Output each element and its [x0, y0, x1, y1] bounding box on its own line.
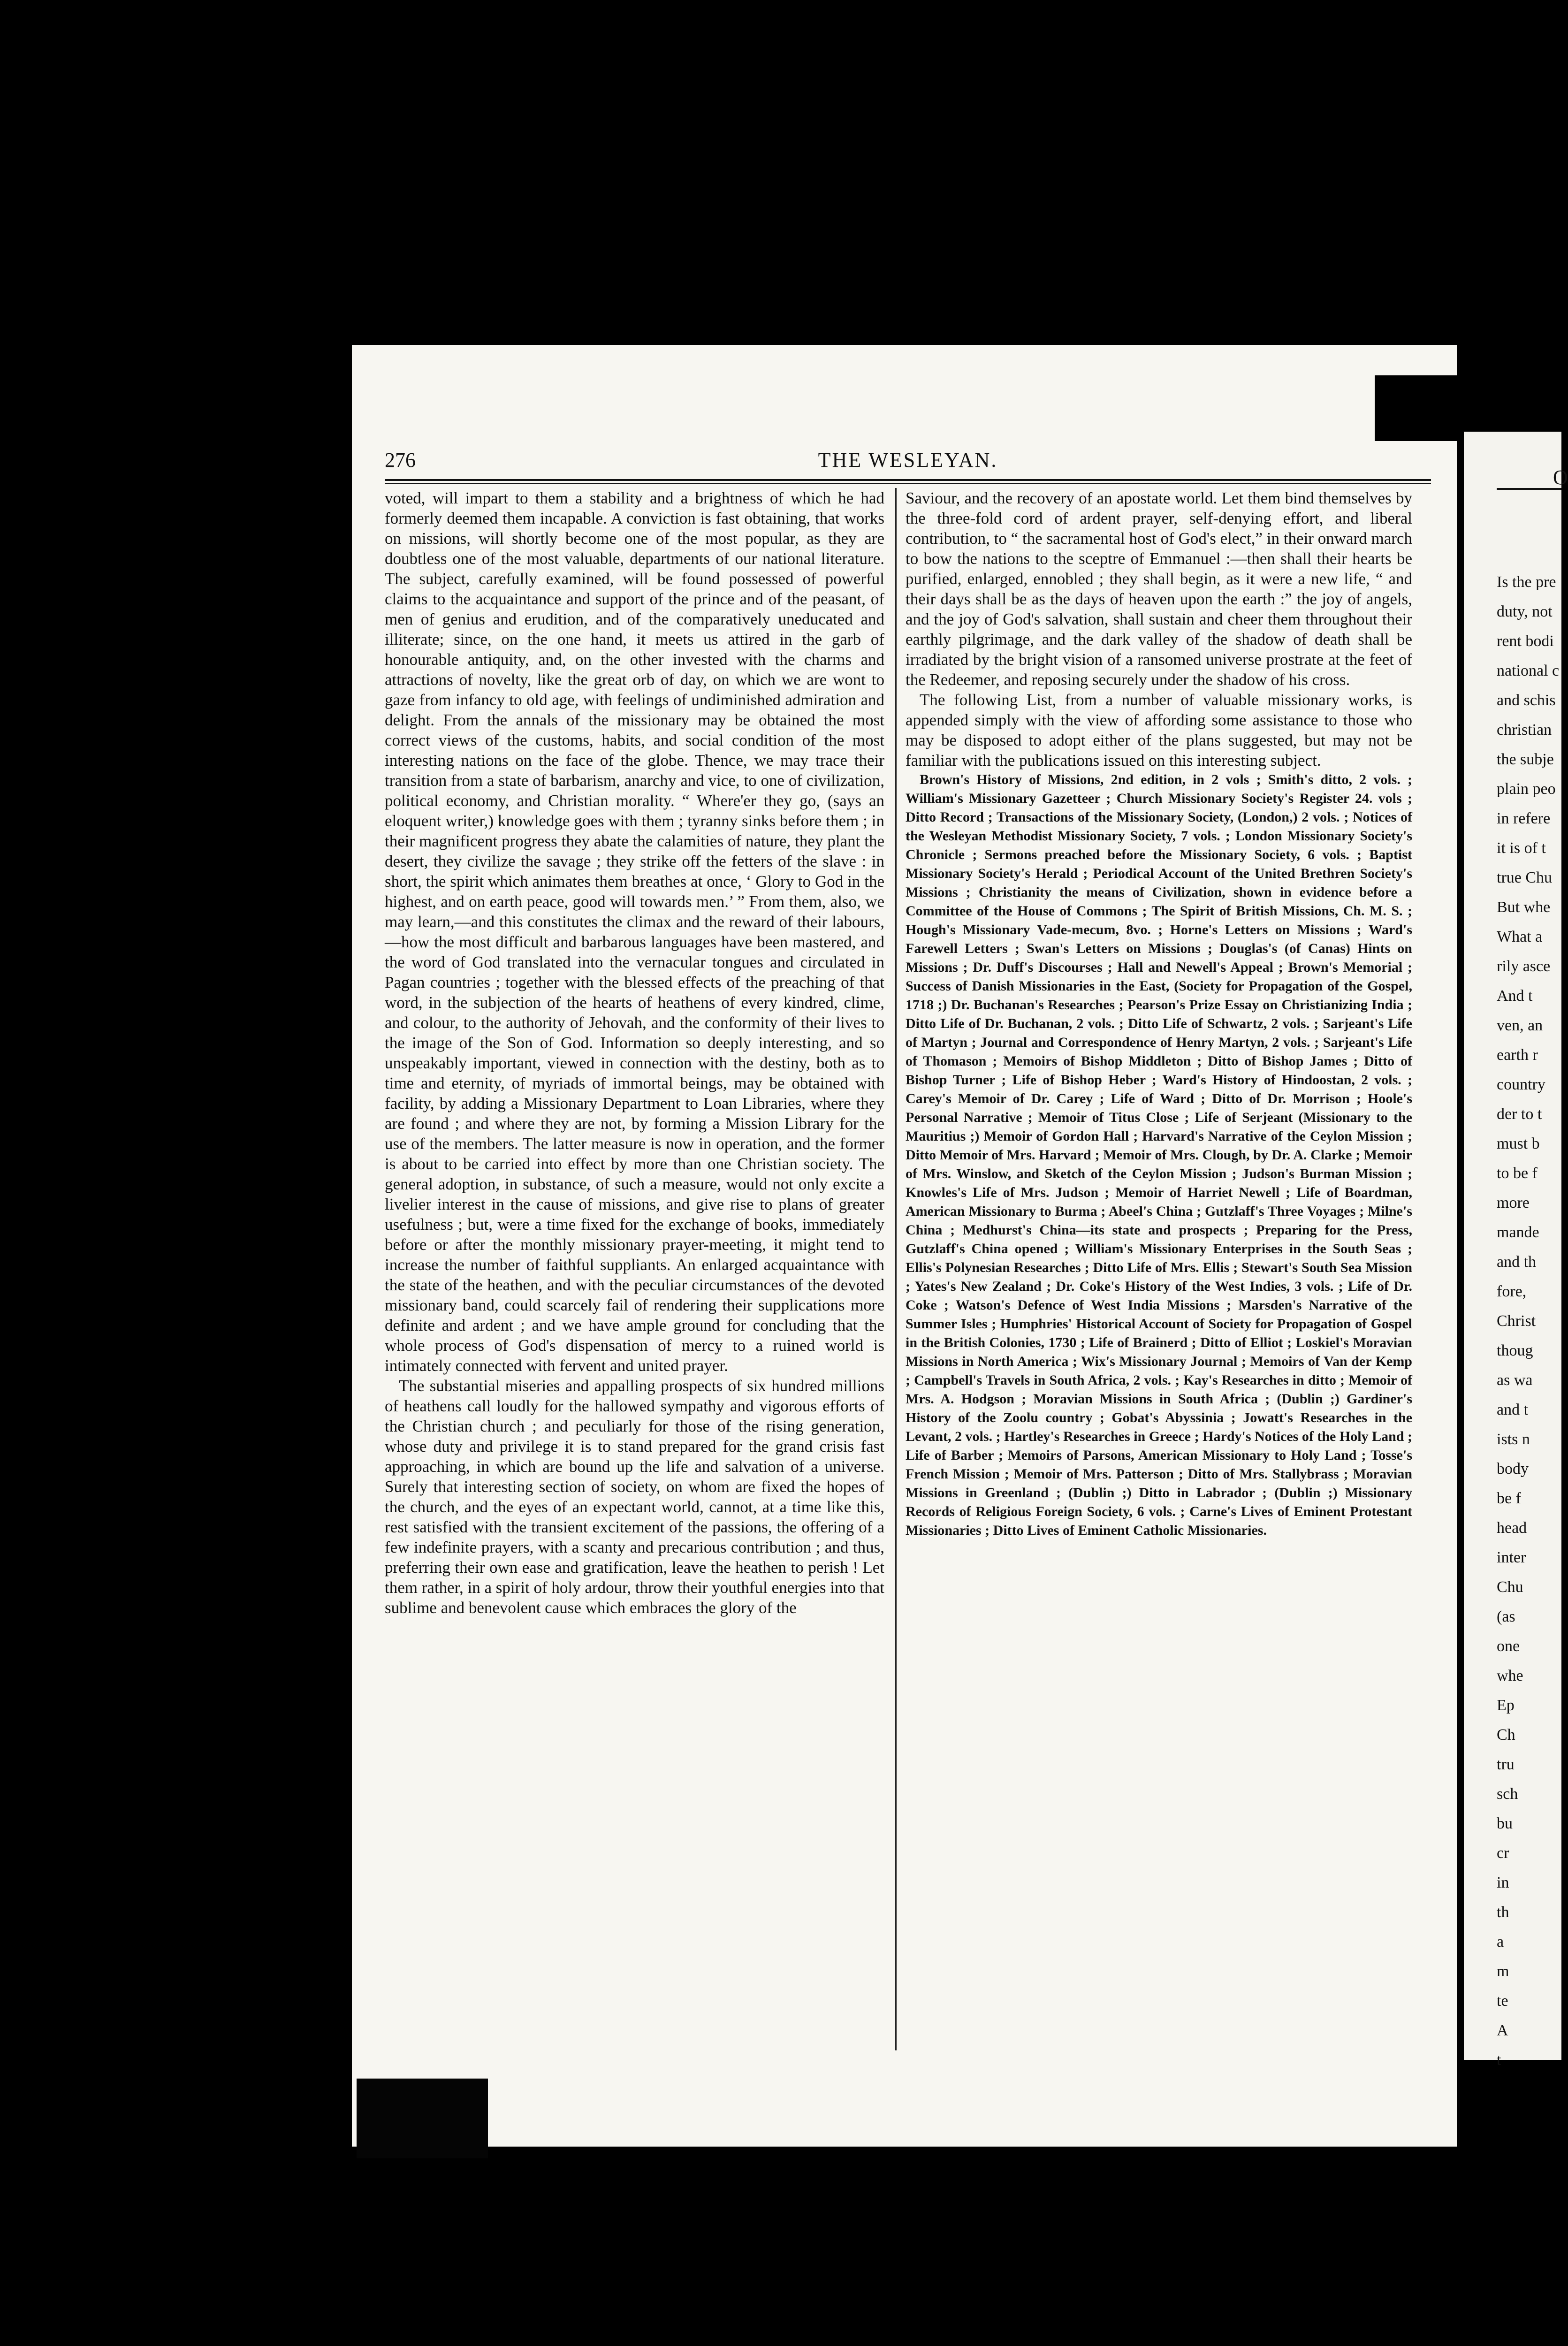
left-column — [385, 488, 884, 1618]
adjacent-page-line: national c — [1497, 662, 1560, 679]
adjacent-page-line: Chu — [1497, 1578, 1523, 1596]
adjacent-page-line: ven, an — [1497, 1017, 1543, 1034]
column-divider — [895, 488, 897, 2050]
adjacent-page-line: cr — [1497, 1844, 1509, 1862]
adjacent-page — [1464, 432, 1568, 2069]
adjacent-page-line: earth r — [1497, 1046, 1538, 1064]
adjacent-page-line: body — [1497, 1460, 1529, 1478]
adjacent-page-line: as wa — [1497, 1371, 1533, 1389]
newspaper-page — [352, 345, 1457, 2147]
adjacent-page-line: sch — [1497, 1785, 1518, 1803]
columns — [385, 488, 1431, 2083]
adjacent-page-line: But whe — [1497, 899, 1551, 916]
adjacent-page-line: a — [1497, 1933, 1504, 1950]
adjacent-page-line: bu — [1497, 1815, 1513, 1832]
page-content — [385, 448, 1431, 2083]
adjacent-page-line: in — [1497, 1874, 1509, 1891]
adjacent-page-line: in refere — [1497, 810, 1551, 827]
adjacent-page-line: country — [1497, 1076, 1545, 1093]
scan-blemish — [357, 2079, 488, 2158]
adjacent-page-line: rily asce — [1497, 958, 1551, 975]
adjacent-page-line: it is of t — [1497, 839, 1546, 857]
adjacent-page-line: m — [1497, 1963, 1509, 1980]
adjacent-page-line: be f — [1497, 1490, 1521, 1507]
adjacent-page-rule — [1497, 488, 1561, 490]
adjacent-page-line: and th — [1497, 1253, 1537, 1271]
adjacent-page-line: mande — [1497, 1224, 1539, 1241]
adjacent-page-line: Christ — [1497, 1312, 1536, 1330]
adjacent-page-line: rent bodi — [1497, 632, 1554, 650]
adjacent-page-line: plain peo — [1497, 780, 1556, 798]
adjacent-page-line: must b — [1497, 1135, 1540, 1152]
adjacent-page-line: th — [1497, 1904, 1509, 1921]
adjacent-page-line: and schis — [1497, 692, 1556, 709]
adjacent-page-line: one — [1497, 1638, 1520, 1655]
adjacent-page-line: and t — [1497, 1401, 1529, 1418]
book-list: Brown's History of Missions, 2nd edition, in 2 vols ; Smith's ditto, 2 vols. ; William's Missionary Gazetteer ; Church Missionary Society's Register 24. vols ; Ditto Record ; Transactions of the Missionary Society, (London,) 2 vols. ; Notices of the Wesleyan Methodist Missionary Society, 7 vols. ; London Missionary Society's Chronicle ; Sermons preached before the Missionary Society, 6 vols. ; Baptist Missionary Society's Herald ; Periodical Account of the United Brethren Society's Missions ; Christianity the means of Civilization, shown in evidence before a Committee of the House of Commons ; The Spirit of British Missions, Ch. M. S. ; Hough's Missionary Vade-mecum, 8vo. ; Horne's Letters on Missions ; Ward's Farewell Letters ; Swan's Letters on Missions ; Douglas's (of Canas) Hints on Missions ; Dr. Duff's Discourses ; Hall and Newell's Appeal ; Brown's Memorial ; Success of Danish Missionaries in the East, (Society for Propagation of the Gospel, 1718 ;) Dr. Buchanan's Researches ; Pearson's Prize Essay on Christianizing India ; Ditto Life of Dr. Buchanan, 2 vols. ; Ditto Life of Schwartz, 2 vols. ; Sarjeant's Life of Martyn ; Journal and Correspondence of Henry Martyn, 2 vols. ; Sarjeant's Life of Thomason ; Memoirs of Bishop Middleton ; Ditto of Bishop James ; Ditto of Bishop Turner ; Life of Bishop Heber ; Ward's History of Hindoostan, 2 vols. ; Carey's Memoir of Dr. Carey ; Life of Ward ; Ditto of Dr. Morrison ; Hoole's Personal Narrative ; Memoir of Titus Close ; Life of Serjeant (Missionary to the Mauritius ;) Memoir of Gordon Hall ; Harvard's Narrative of the Ceylon Mission ; Ditto Memoir of Mrs. Harvard ; Memoir of Mrs. Clough, by Dr. A. Clarke ; Memoir of Mrs. Winslow, and Sketch of the Ceylon Mission ; Judson's Burman Mission ; Knowles's Life of Mrs. Judson ; Memoir of Harriet Newell ; Life of Boardman, American Missionary to Burma ; Abeel's China ; Gutzlaff's Three Voyages ; Milne's China ; Medhurst's China—its state and prospects ; Preparing for the Press, Gutzlaff's China opened ; William's Missionary Enterprises in the South Seas ; Ellis's Polynesian Researches ; Ditto Life of Mrs. Ellis ; Stewart's South Sea Mission ; Yates's New Zealand ; Dr. Coke's History of the West Indies, 3 vols. ; Life of Dr. Coke ; Watson's Defence of West India Missions ; Marsden's Narrative of the Summer Isles ; Humphries' Historical Account of Society for Propagation of Gospel in the British Colonies, 1730 ; Life of Brainerd ; Ditto of Elliot ; Loskiel's Moravian Missions in North America ; Wix's Missionary Journal ; Memoirs of Van der Kemp ; Campbell's Travels in South Africa, 2 vols. ; Kay's Researches in ditto ; Memoir of Mrs. A. Hodgson ; Moravian Missions in South Africa ; (Dublin ;) Gardiner's History of the Zoolu country ; Gobat's Abyssinia ; Jowatt's Researches in the Levant, 2 vols. ; Hartley's Researches in Greece ; Hardy's Notices of the Holy Land ; Life of Barber ; Memoirs of Parsons, American Missionary to Holy Land ; Tosse's French Mission ; Memoir of Mrs. Patterson ; Ditto of Mrs. Stallybrass ; Moravian Missions in Greenland ; (Dublin ;) Ditto in Labrador ; (Dublin ;) Missionary Records of Religious Foreign Society, 6 vols. ; Carne's Lives of Eminent Protestant Missionaries ; Ditto Lives of Eminent Catholic Missionaries. — [906, 772, 1412, 1538]
adjacent-page-line: Is the pre — [1497, 573, 1556, 591]
adjacent-page-line: the subje — [1497, 751, 1554, 768]
adjacent-page-line: christian — [1497, 721, 1552, 739]
adjacent-page-line: t — [1497, 2051, 1501, 2069]
adjacent-page-line: What a — [1497, 928, 1543, 945]
adjacent-page-line: fore, — [1497, 1283, 1527, 1300]
adjacent-page-line: to be f — [1497, 1165, 1538, 1182]
right-column — [906, 488, 1412, 1540]
adjacent-page-line: Ep — [1497, 1697, 1515, 1714]
adjacent-page-line: head — [1497, 1519, 1527, 1537]
adjacent-page-line: tru — [1497, 1756, 1515, 1773]
running-header — [385, 448, 1431, 476]
adjacent-page-line: And t — [1497, 987, 1533, 1005]
paragraph: Saviour, and the recovery of an apostate world. Let them bind themselves by the three-fold cord of ardent prayer, self-denying effort, and liberal contribution, to “ the sacramental host of God's elect,” in their onward march to bow the nations to the sceptre of Emmanuel :—then shall their hearts be purified, enlarged, ennobled ; they shall begin, as it were a new life, “ and their days shall be as the days of heaven upon the earth :” the joy of angels, and the joy of God's salvation, shall sustain and cheer them throughout their earthly pilgrimage, and the dark valley of the shadow of death shall be irradiated by the bright vision of a ransomed universe prostrate at the feet of the Redeemer, and reposing securely under the shadow of his cross. — [906, 489, 1412, 689]
adjacent-page-line: ists n — [1497, 1431, 1530, 1448]
page-fold-shadow — [1375, 375, 1473, 441]
adjacent-page-line: true Chu — [1497, 869, 1553, 886]
adjacent-page-line: thoug — [1497, 1342, 1533, 1359]
adjacent-page-line: inter — [1497, 1549, 1526, 1566]
adjacent-page-line: whe — [1497, 1667, 1523, 1684]
paragraph: The following List, from a number of valuable missionary works, is appended simply with the view of affording some assistance to those who may be disposed to adopt either of the plans suggested, but may not be familiar with the publications issued on this interesting subject. — [906, 691, 1412, 769]
adjacent-page-line: more — [1497, 1194, 1530, 1211]
paragraph: The substantial miseries and appalling prospects of six hundred millions of heathens call loudly for the hallowed sympathy and vigorous efforts of the Christian church ; and peculiarly for those of the rising generation, whose duty and privilege it is to stand prepared for the grand crisis fast approaching, in which are bound up the life and salvation of a universe. Surely that interesting section of society, on whom are fixed the hopes of the church, and the eyes of an expectant world, cannot, at a time like this, rest satisfied with the transient excitement of the passions, the offering of a few indefinite prayers, with a scanty and precarious contribution ; and thus, preferring their own ease and gratification, leave the heathen to perish ! Let them rather, in a spirit of holy ardour, throw their youthful energies into that sublime and benevolent cause which embraces the glory of the — [385, 1377, 884, 1617]
paragraph: voted, will impart to them a stability and a brightness of which he had formerly deemed them incapable. A conviction is fast obtaining, that works on missions, will shortly become one of the most popular, as they are doubtless one of the most valuable, departments of our national literature. The subject, carefully examined, will be found possessed of powerful claims to the acquaintance and support of the prince and of the peasant, of men of genius and erudition, and of the comparatively uneducated and illiterate; since, on the one hand, it meets us attired in the garb of honourable antiquity, and, on the other invested with the charms and attractions of novelty, like the great orb of day, on which we are wont to gaze from infancy to old age, with feelings of undiminished admiration and delight. From the annals of the missionary may be obtained the most correct views of the customs, habits, and social condition of the most interesting nations on the face of the globe. Thence, we may trace their transition from a state of barbarism, anarchy and vice, to one of civilization, political economy, and Christian morality. “ Where'er they go, (says an eloquent writer,) knowledge goes with them ; tyranny sinks before them ; in their magnificent progress they abate the calamities of nature, they plant the desert, they civilize the savage ; they strike off the fetters of the slave : in short, the spirit which animates them breathes at once, ‘ Glory to God in the highest, and on earth peace, good will towards men.’ ” From them, also, we may learn,—and this constitutes the climax and the reward of their labours,—how the most difficult and barbarous languages have been mastered, and the word of God translated into the vernacular tongues and circulated in Pagan countries ; together with the blessed effects of the preaching of that word, in the subjection of the hearts of heathens of every kindred, clime, and colour, to the authority of Jehovah, and the conformity of their lives to the image of the Son of God. Information so deeply interesting, and so unspeakably important, viewed in connection with the destiny, both as to time and eternity, of myriads of immortal beings, may be obtained with facility, by adding a Missionary Department to Loan Libraries, where they are found ; and where they are not, by forming a Mission Library for the use of the members. The latter measure is now in operation, and the former is about to be carried into effect by more than one Christian society. The general adoption, in substance, of such a measure, would not only excite a livelier interest in the cause of missions, and give rise to plans of greater usefulness ; but, were a time fixed for the exchange of books, immediately before or after the monthly missionary prayer-meeting, it might tend to increase the number of faithful suppliants. An enlarged acquaintance with the state of the heathen, and with the peculiar circumstances of the devoted missionary band, could scarcely fail of rendering their supplications more definite and ardent ; and we have ample ground for concluding that the whole process of God's dispensation of mercy to a ruined world is intimately connected with fervent and united prayer. — [385, 489, 884, 1375]
adjacent-page-line: Ch — [1497, 1726, 1515, 1744]
adjacent-page-line: der to t — [1497, 1105, 1542, 1123]
adjacent-page-line: (as — [1497, 1608, 1515, 1625]
page-number: 276 — [385, 449, 416, 472]
adjacent-page-line: duty, not — [1497, 603, 1553, 620]
adjacent-page-line: A — [1497, 2022, 1508, 2039]
page-title: THE WESLEYAN. — [818, 449, 998, 472]
header-rule — [385, 479, 1431, 484]
adjacent-page-line: te — [1497, 1992, 1508, 2010]
adjacent-page-heading: O — [1553, 466, 1568, 489]
